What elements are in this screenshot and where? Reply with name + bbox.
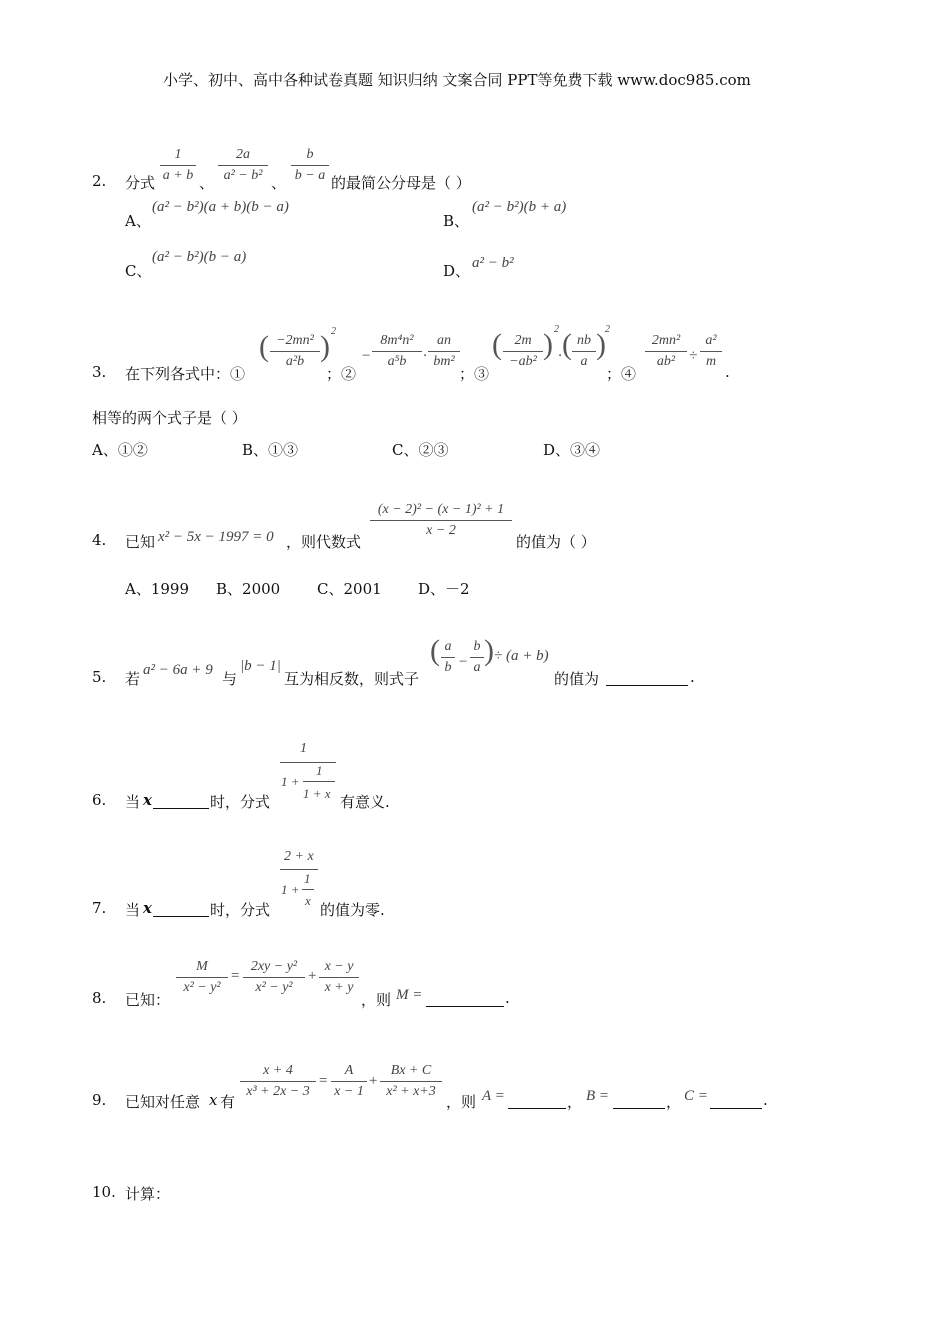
separator: ；③ xyxy=(459,365,490,383)
expression-1: a² − 6a + 9 xyxy=(143,662,213,678)
period: . xyxy=(725,363,730,381)
plus-sign: + xyxy=(368,1073,379,1089)
question-stem: 当 xyxy=(125,793,141,811)
option-label-b: B、 xyxy=(443,212,470,230)
question-stem: 分式 xyxy=(125,174,156,192)
paren-close: ) xyxy=(543,328,553,361)
minus-sign: − xyxy=(458,654,469,670)
fraction-left: x + 4 x³ + 2x − 3 xyxy=(240,1062,316,1101)
answer-label: M = xyxy=(396,987,423,1003)
answer-label-a: A = xyxy=(482,1088,505,1104)
equals-sign: = xyxy=(230,968,241,984)
separator: 、 xyxy=(271,174,287,192)
paren-close: ) xyxy=(596,328,606,361)
fraction-2: 2xy − y² x² − y² xyxy=(243,958,305,997)
connector: 与 xyxy=(222,670,238,688)
answer-blank-c[interactable] xyxy=(710,1091,762,1109)
multiply-dot: · xyxy=(423,348,427,364)
connector: 有 xyxy=(220,1093,236,1111)
question-stem: 已知： xyxy=(125,991,171,1009)
answer-blank[interactable] xyxy=(606,668,688,686)
option-expr-a: (a² − b²)(a + b)(b − a) xyxy=(152,199,289,215)
question-stem-line2: 相等的两个式子是（ ） xyxy=(92,409,247,427)
question-stem-tail: ，则 xyxy=(446,1093,477,1111)
comma: ， xyxy=(567,1093,583,1111)
paren-open: ( xyxy=(259,330,269,363)
question-number: 9. xyxy=(92,1091,107,1109)
question-stem-mid: 时，分式 xyxy=(210,901,271,919)
answer-label-b: B = xyxy=(586,1088,610,1104)
option-c: C、②③ xyxy=(392,441,449,459)
question-stem: 已知对任意 xyxy=(125,1093,201,1111)
comma: ， xyxy=(666,1093,682,1111)
question-stem-tail: 的最简公分母是（ ） xyxy=(331,174,471,192)
question-number: 6. xyxy=(92,791,107,809)
fraction-bc: Bx + C x² + x+3 xyxy=(380,1062,442,1101)
exponent: 2 xyxy=(605,324,610,335)
question-stem: 当 xyxy=(125,901,141,919)
exponent: 2 xyxy=(331,326,336,337)
option-label-d: D、 xyxy=(443,262,471,280)
inner-numerator: 1 xyxy=(316,763,323,778)
separator: ；④ xyxy=(606,365,637,383)
option-a: A、①② xyxy=(92,441,148,459)
question-number: 3. xyxy=(92,363,107,381)
answer-blank-b[interactable] xyxy=(613,1091,665,1109)
paren-open: ( xyxy=(562,328,572,361)
fraction-numerator: 1 xyxy=(300,741,307,756)
fraction-denominator-prefix: 1 + xyxy=(281,882,300,897)
fraction-m: M x² − y² xyxy=(176,958,228,997)
condition-equation: x² − 5x − 1997 = 0 xyxy=(158,529,274,545)
question-number: 10. xyxy=(92,1183,116,1201)
expression-4b: a² m xyxy=(700,332,722,371)
fraction-bar xyxy=(280,869,318,870)
question-stem-tail: 有意义. xyxy=(340,793,390,811)
option-b: B、2000 xyxy=(216,580,281,598)
inner-denominator: 1 + x xyxy=(303,786,331,801)
question-stem-tail: 的值为 xyxy=(554,670,600,688)
option-b: B、①③ xyxy=(242,441,299,459)
option-a: A、1999 xyxy=(125,580,190,598)
period: . xyxy=(690,668,695,686)
fraction-a: a b xyxy=(441,638,455,677)
fraction-b: b a xyxy=(470,638,484,677)
expression-3a: 2m −ab² xyxy=(503,332,543,371)
option-label-a: A、 xyxy=(125,212,151,230)
question-number: 4. xyxy=(92,531,107,549)
paren-close: ) xyxy=(484,634,494,667)
expression-2: |b − 1| xyxy=(240,658,281,674)
question-number: 2. xyxy=(92,172,107,190)
question-number: 5. xyxy=(92,668,107,686)
fraction-bar xyxy=(280,762,336,763)
option-expr-d: a² − b² xyxy=(472,255,514,271)
fraction-a: A x − 1 xyxy=(331,1062,367,1101)
inner-fraction-bar xyxy=(303,781,335,782)
page-header: 小学、初中、高中各种试卷真题 知识归纳 文案合同 PPT等免费下载 www.doc985.com xyxy=(163,71,751,89)
question-number: 7. xyxy=(92,899,107,917)
question-stem-tail: 的值为（ ） xyxy=(516,533,596,551)
question-stem-tail: 的值为零. xyxy=(320,901,385,919)
fraction-3: x − y x + y xyxy=(319,958,359,997)
separator: 、 xyxy=(199,174,215,192)
question-stem-mid: 时，分式 xyxy=(210,793,271,811)
question-stem: 已知 xyxy=(125,533,156,551)
inner-numerator: 1 xyxy=(304,871,311,886)
multiply-dot: · xyxy=(558,348,562,364)
option-c: C、2001 xyxy=(317,580,382,598)
answer-blank[interactable] xyxy=(153,899,209,917)
option-d: D、－2 xyxy=(418,580,470,598)
variable-x: x xyxy=(209,1091,218,1109)
expression-2a: 8m⁴n² a⁵b xyxy=(372,332,422,371)
option-label-c: C、 xyxy=(125,262,152,280)
question-stem-mid: 互为相反数，则式子 xyxy=(284,670,420,688)
equals-sign: = xyxy=(318,1073,329,1089)
inner-denominator: x xyxy=(305,893,311,908)
question-stem-mid: ，则代数式 xyxy=(286,533,362,551)
fraction-3: b b − a xyxy=(291,146,329,185)
period: . xyxy=(763,1091,768,1109)
answer-blank[interactable] xyxy=(426,989,504,1007)
option-expr-c: (a² − b²)(b − a) xyxy=(152,249,247,265)
plus-sign: + xyxy=(307,968,318,984)
algebraic-fraction: (x − 2)² − (x − 1)² + 1 x − 2 xyxy=(370,501,512,540)
paren-open: ( xyxy=(430,634,440,667)
paren-open: ( xyxy=(492,328,502,361)
option-d: D、③④ xyxy=(543,441,601,459)
variable-x: x xyxy=(143,899,152,917)
question-number: 8. xyxy=(92,989,107,1007)
minus-sign: − xyxy=(361,348,372,364)
answer-blank-a[interactable] xyxy=(508,1091,566,1109)
paren-close: ) xyxy=(320,330,330,363)
expression-4a: 2mn² ab² xyxy=(645,332,687,371)
question-stem: 计算： xyxy=(125,1185,171,1203)
period: . xyxy=(505,989,510,1007)
expression-2b: an bm² xyxy=(428,332,460,371)
question-stem: 若 xyxy=(125,670,141,688)
fraction-2: 2a a² − b² xyxy=(218,146,268,185)
separator: ；② xyxy=(326,365,357,383)
option-expr-b: (a² − b²)(b + a) xyxy=(472,199,567,215)
fraction-1: 1 a + b xyxy=(160,146,196,185)
expression-3b: nb a xyxy=(572,332,596,371)
divide-sign: ÷ xyxy=(689,348,698,364)
variable-x: x xyxy=(143,791,152,809)
fraction-denominator-prefix: 1 + xyxy=(281,774,300,789)
exponent: 2 xyxy=(554,324,559,335)
question-stem: 在下列各式中：① xyxy=(125,365,246,383)
answer-label-c: C = xyxy=(684,1088,708,1104)
answer-blank[interactable] xyxy=(153,791,209,809)
divide-expression: ÷ (a + b) xyxy=(494,648,549,664)
fraction-numerator: 2 + x xyxy=(284,849,314,864)
expression-1: −2mn² a²b xyxy=(270,332,320,371)
inner-fraction-bar xyxy=(302,889,314,890)
question-stem-tail: ，则 xyxy=(361,991,392,1009)
